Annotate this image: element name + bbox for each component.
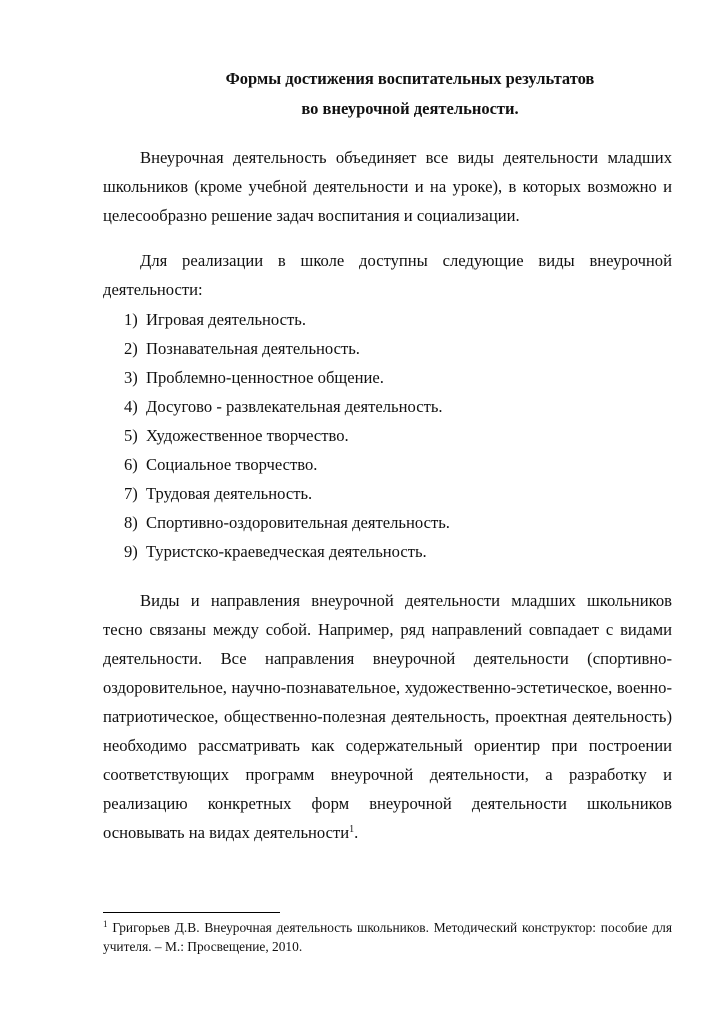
footnote — [103, 918, 672, 956]
paragraph-types-intro: Для реализации в школе доступны следующие виды внеурочной деятельности: — [103, 251, 672, 299]
list-item-text: Туристско-краеведческая деятельность. — [146, 542, 427, 561]
paragraph-directions-end: . — [354, 823, 359, 842]
footnote-marker: 1 — [103, 919, 108, 929]
paragraph-directions — [103, 586, 672, 847]
list-item-text: Проблемно-ценностное общение. — [146, 368, 384, 387]
footnote-reference[interactable]: 1 — [349, 824, 355, 835]
list-item-text: Познавательная деятельность. — [146, 339, 360, 358]
activity-types-list — [124, 305, 450, 566]
list-item — [124, 450, 450, 479]
list-item-number: 4) — [124, 397, 138, 416]
list-item-number: 2) — [124, 339, 138, 358]
list-item-number: 5) — [124, 426, 138, 445]
paragraph-directions-text: Виды и направления внеурочной деятельности младших школьников тесно связаны между собой. Например, ряд направлений совпадает с видами деятельности. Все направления внеурочной деятельности (спортивно-оздоровительное, научно-познавательное, художественно-эстетическое, военно-патриотическое, общественно-полезная деятельность, проектная деятельность) необходимо рассматривать как содержательный ориентир при построении соответствующих программ внеурочной деятельности, а разработку и реализацию конкретных форм внеурочной деятельности школьников основывать на видах деятельности — [103, 591, 672, 842]
list-item-text: Спортивно-оздоровительная деятельность. — [146, 513, 450, 532]
list-item — [124, 479, 450, 508]
list-item-number: 7) — [124, 484, 138, 503]
list-item-text: Трудовая деятельность. — [146, 484, 313, 503]
list-item-number: 9) — [124, 542, 138, 561]
list-item-text: Досугово - развлекательная деятельность. — [146, 397, 443, 416]
list-item-text: Социальное творчество. — [146, 455, 318, 474]
footnote-text: Григорьев Д.В. Внеурочная деятельность школьников. Методический конструктор: пособие для учителя. – М.: Просвещение, 2010. — [103, 920, 672, 954]
document-title-line-1: Формы достижения воспитательных результатов — [225, 69, 595, 88]
document-title-line-2: во внеурочной деятельности. — [301, 99, 519, 118]
list-item — [124, 421, 450, 450]
list-item — [124, 305, 450, 334]
list-item — [124, 392, 450, 421]
list-item — [124, 508, 450, 537]
list-item — [124, 363, 450, 392]
footnote-separator — [103, 912, 280, 913]
list-item-text: Художественное творчество. — [146, 426, 349, 445]
list-item-number: 8) — [124, 513, 138, 532]
list-item-number: 6) — [124, 455, 138, 474]
paragraph-intro: Внеурочная деятельность объединяет все виды деятельности младших школьников (кроме учебной деятельности и на уроке), в которых возможно и целесообразно решение задач воспитания и социализации. — [103, 148, 672, 225]
list-item-text: Игровая деятельность. — [146, 310, 306, 329]
list-item — [124, 537, 450, 566]
list-item-number: 3) — [124, 368, 138, 387]
list-item — [124, 334, 450, 363]
list-item-number: 1) — [124, 310, 138, 329]
